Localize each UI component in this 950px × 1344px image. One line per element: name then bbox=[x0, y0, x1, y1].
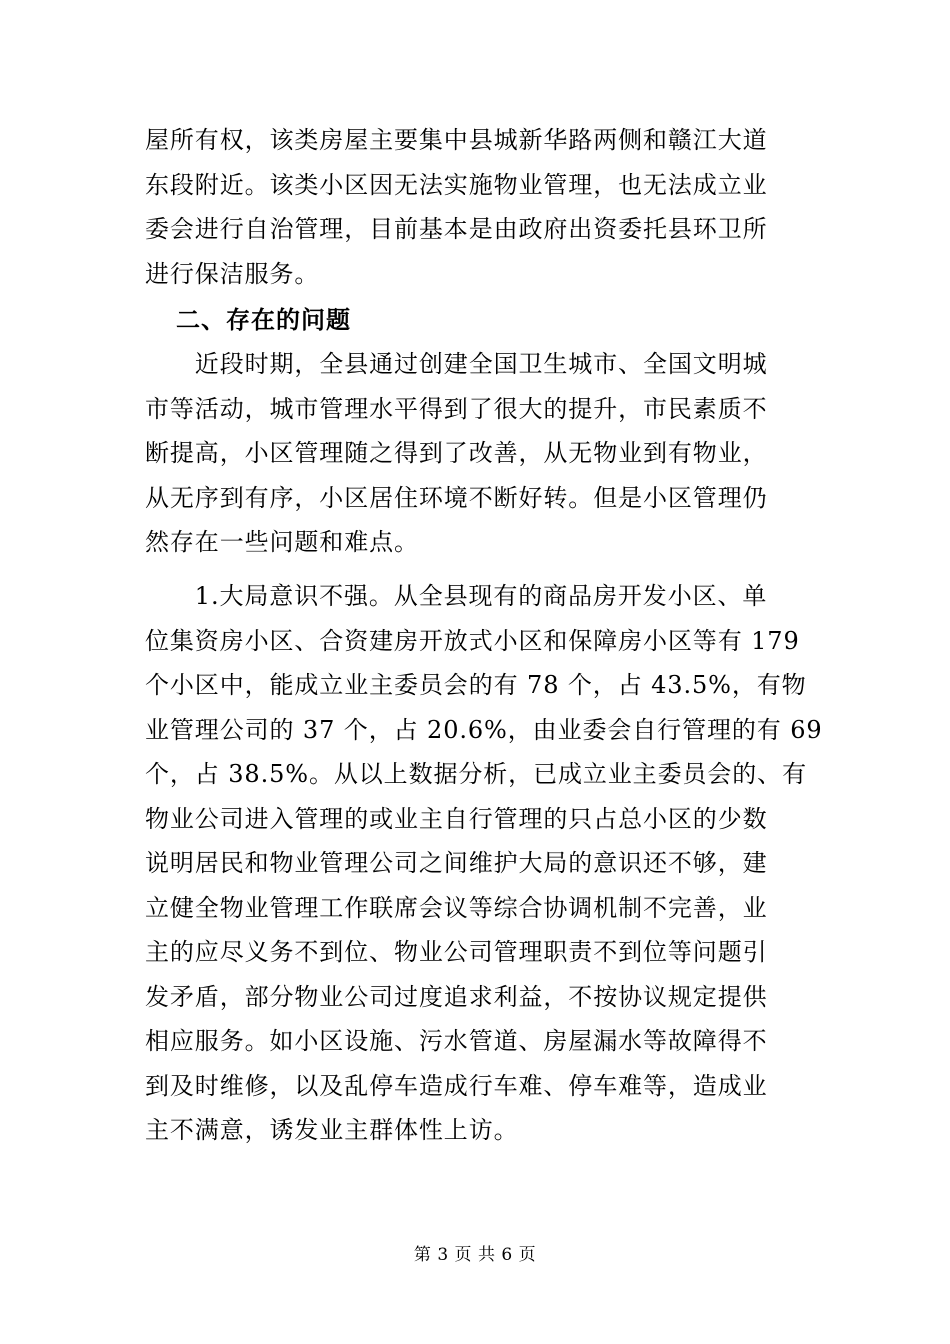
page-number-footer: 第 3 页 共 6 页 bbox=[413, 1245, 537, 1265]
paragraph-property-rights bbox=[145, 118, 815, 296]
paragraph-line: 委会进行自治管理，目前基本是由政府出资委托县环卫所 bbox=[145, 215, 768, 243]
paragraph-line: 近段时期，全县通过创建全国卫生城市、全国文明城 bbox=[145, 350, 768, 378]
paragraph-line: 屋所有权，该类房屋主要集中县城新华路两侧和赣江大道 bbox=[145, 126, 768, 154]
paragraph-line: 主的应尽义务不到位、物业公司管理职责不到位等问题引 bbox=[145, 938, 768, 966]
paragraph-line: 个小区中，能成立业主委员会的有 78 个，占 43.5%，有物 bbox=[145, 671, 807, 699]
paragraph-line: 断提高，小区管理随之得到了改善，从无物业到有物业， bbox=[145, 439, 768, 467]
paragraph-line: 然存在一些问题和难点。 bbox=[145, 528, 419, 556]
paragraph-line: 进行保洁服务。 bbox=[145, 259, 320, 288]
paragraph-awareness bbox=[145, 574, 823, 1153]
paragraph-overview bbox=[145, 342, 815, 565]
section-heading: 二、存在的问题 bbox=[176, 306, 351, 334]
paragraph-line: 业管理公司的 37 个，占 20.6%，由业委会自行管理的有 69 bbox=[145, 715, 823, 744]
paragraph-line: 相应服务。如小区设施、污水管道、房屋漏水等故障得不 bbox=[145, 1027, 768, 1055]
paragraph-line: 物业公司进入管理的或业主自行管理的只占总小区的少数 bbox=[145, 804, 768, 833]
paragraph-line: 位集资房小区、合资建房开放式小区和保障房小区等有 179 bbox=[145, 626, 800, 655]
paragraph-line: 东段附近。该类小区因无法实施物业管理，也无法成立业 bbox=[145, 170, 768, 199]
paragraph-line: 主不满意，诱发业主群体性上访。 bbox=[145, 1116, 519, 1144]
paragraph-line: 个，占 38.5%。从以上数据分析，已成立业主委员会的、有 bbox=[145, 760, 807, 788]
paragraph-line: 发矛盾，部分物业公司过度追求利益，不按协议规定提供 bbox=[145, 982, 768, 1011]
paragraph-line: 立健全物业管理工作联席会议等综合协调机制不完善，业 bbox=[145, 893, 768, 922]
paragraph-line: 从无序到有序，小区居住环境不断好转。但是小区管理仍 bbox=[145, 483, 768, 512]
paragraph-line: 说明居民和物业管理公司之间维护大局的意识还不够，建 bbox=[145, 849, 768, 877]
paragraph-line: 市等活动，城市管理水平得到了很大的提升，市民素质不 bbox=[145, 394, 768, 423]
paragraph-line: 1.大局意识不强。从全县现有的商品房开发小区、单 bbox=[145, 582, 768, 610]
paragraph-line: 到及时维修，以及乱停车造成行车难、停车难等，造成业 bbox=[145, 1071, 768, 1100]
